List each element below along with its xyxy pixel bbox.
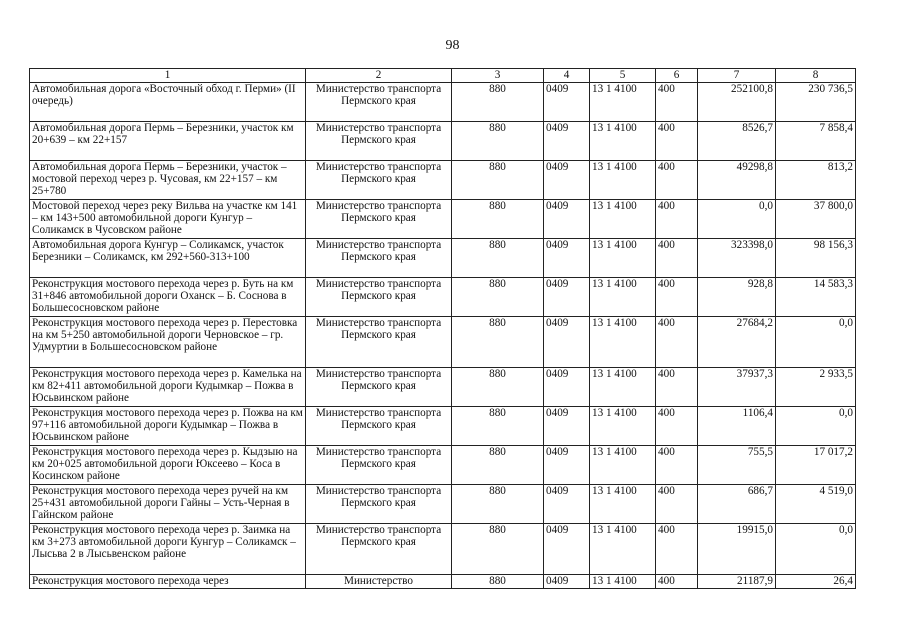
table-row bbox=[30, 122, 856, 161]
section-code-cell: 0409 bbox=[544, 368, 590, 407]
chapter-code-cell: 880 bbox=[452, 161, 544, 200]
column-header: 6 bbox=[656, 69, 698, 83]
section-code-cell: 0409 bbox=[544, 83, 590, 122]
chapter-code-cell: 880 bbox=[452, 485, 544, 524]
target-item-cell: 13 1 4100 bbox=[590, 524, 656, 575]
amount-col8-cell: 4 519,0 bbox=[776, 485, 856, 524]
organization-cell: Министерство транспорта Пермского края bbox=[306, 524, 452, 575]
table-row bbox=[30, 446, 856, 485]
organization-cell: Министерство транспорта Пермского края bbox=[306, 485, 452, 524]
organization-cell: Министерство транспорта Пермского края bbox=[306, 446, 452, 485]
amount-col7-cell: 27684,2 bbox=[698, 317, 776, 368]
object-name-cell: Реконструкция мостового перехода через ручей на км 25+431 автомобильной дороги Гайны – Усть-Черная в Гайнском районе bbox=[30, 485, 306, 524]
object-name-cell: Автомобильная дорога Пермь – Березники, участок км 20+639 – км 22+157 bbox=[30, 122, 306, 161]
target-item-cell: 13 1 4100 bbox=[590, 200, 656, 239]
amount-col8-cell: 2 933,5 bbox=[776, 368, 856, 407]
amount-col8-cell: 813,2 bbox=[776, 161, 856, 200]
organization-cell: Министерство транспорта Пермского края bbox=[306, 239, 452, 278]
section-code-cell: 0409 bbox=[544, 317, 590, 368]
expense-type-cell: 400 bbox=[656, 317, 698, 368]
amount-col8-cell: 0,0 bbox=[776, 317, 856, 368]
table-row bbox=[30, 317, 856, 368]
chapter-code-cell: 880 bbox=[452, 575, 544, 589]
target-item-cell: 13 1 4100 bbox=[590, 485, 656, 524]
column-header: 5 bbox=[590, 69, 656, 83]
amount-col8-cell: 17 017,2 bbox=[776, 446, 856, 485]
amount-col7-cell: 0,0 bbox=[698, 200, 776, 239]
table-row bbox=[30, 83, 856, 122]
amount-col7-cell: 19915,0 bbox=[698, 524, 776, 575]
table-row bbox=[30, 368, 856, 407]
table-row bbox=[30, 239, 856, 278]
organization-cell: Министерство bbox=[306, 575, 452, 589]
section-code-cell: 0409 bbox=[544, 524, 590, 575]
section-code-cell: 0409 bbox=[544, 122, 590, 161]
amount-col7-cell: 928,8 bbox=[698, 278, 776, 317]
target-item-cell: 13 1 4100 bbox=[590, 278, 656, 317]
section-code-cell: 0409 bbox=[544, 407, 590, 446]
column-header: 1 bbox=[30, 69, 306, 83]
chapter-code-cell: 880 bbox=[452, 278, 544, 317]
section-code-cell: 0409 bbox=[544, 200, 590, 239]
organization-cell: Министерство транспорта Пермского края bbox=[306, 161, 452, 200]
target-item-cell: 13 1 4100 bbox=[590, 161, 656, 200]
object-name-cell: Реконструкция мостового перехода через р. Камелька на км 82+411 автомобильной дороги Кудымкар – Пожва в Юсьвинском районе bbox=[30, 368, 306, 407]
amount-col8-cell: 0,0 bbox=[776, 407, 856, 446]
section-code-cell: 0409 bbox=[544, 239, 590, 278]
section-code-cell: 0409 bbox=[544, 161, 590, 200]
amount-col7-cell: 37937,3 bbox=[698, 368, 776, 407]
amount-col7-cell: 755,5 bbox=[698, 446, 776, 485]
chapter-code-cell: 880 bbox=[452, 407, 544, 446]
page-number: 98 bbox=[445, 38, 460, 53]
amount-col8-cell: 14 583,3 bbox=[776, 278, 856, 317]
expense-type-cell: 400 bbox=[656, 161, 698, 200]
organization-cell: Министерство транспорта Пермского края bbox=[306, 122, 452, 161]
expense-type-cell: 400 bbox=[656, 446, 698, 485]
column-header: 3 bbox=[452, 69, 544, 83]
object-name-cell: Реконструкция мостового перехода через р. Перестовка на км 5+250 автомобильной дороги Черновское – гр. Удмуртии в Большесосновском районе bbox=[30, 317, 306, 368]
table-row bbox=[30, 278, 856, 317]
object-name-cell: Автомобильная дорога «Восточный обход г. Перми» (II очередь) bbox=[30, 83, 306, 122]
table-body bbox=[30, 83, 856, 589]
chapter-code-cell: 880 bbox=[452, 368, 544, 407]
object-name-cell: Реконструкция мостового перехода через bbox=[30, 575, 306, 589]
expense-type-cell: 400 bbox=[656, 83, 698, 122]
amount-col7-cell: 1106,4 bbox=[698, 407, 776, 446]
expense-type-cell: 400 bbox=[656, 122, 698, 161]
target-item-cell: 13 1 4100 bbox=[590, 575, 656, 589]
object-name-cell: Реконструкция мостового перехода через р. Пожва на км 97+116 автомобильной дороги Кудымкар – Пожва в Юсьвинском районе bbox=[30, 407, 306, 446]
organization-cell: Министерство транспорта Пермского края bbox=[306, 407, 452, 446]
organization-cell: Министерство транспорта Пермского края bbox=[306, 83, 452, 122]
table-row bbox=[30, 575, 856, 589]
chapter-code-cell: 880 bbox=[452, 83, 544, 122]
target-item-cell: 13 1 4100 bbox=[590, 239, 656, 278]
object-name-cell: Мостовой переход через реку Вильва на участке км 141 – км 143+500 автомобильной дороги Кунгур – Соликамск в Чусовском районе bbox=[30, 200, 306, 239]
organization-cell: Министерство транспорта Пермского края bbox=[306, 278, 452, 317]
table-row bbox=[30, 161, 856, 200]
target-item-cell: 13 1 4100 bbox=[590, 122, 656, 161]
section-code-cell: 0409 bbox=[544, 575, 590, 589]
section-code-cell: 0409 bbox=[544, 485, 590, 524]
chapter-code-cell: 880 bbox=[452, 200, 544, 239]
expense-type-cell: 400 bbox=[656, 278, 698, 317]
object-name-cell: Реконструкция мостового перехода через р. Буть на км 31+846 автомобильной дороги Оханск – Б. Соснова в Большесосновском районе bbox=[30, 278, 306, 317]
chapter-code-cell: 880 bbox=[452, 446, 544, 485]
target-item-cell: 13 1 4100 bbox=[590, 446, 656, 485]
amount-col7-cell: 21187,9 bbox=[698, 575, 776, 589]
expense-type-cell: 400 bbox=[656, 524, 698, 575]
section-code-cell: 0409 bbox=[544, 278, 590, 317]
amount-col8-cell: 98 156,3 bbox=[776, 239, 856, 278]
table-row bbox=[30, 485, 856, 524]
expense-type-cell: 400 bbox=[656, 200, 698, 239]
object-name-cell: Автомобильная дорога Кунгур – Соликамск, участок Березники – Соликамск, км 292+560-313+100 bbox=[30, 239, 306, 278]
expense-type-cell: 400 bbox=[656, 239, 698, 278]
table-row bbox=[30, 200, 856, 239]
expense-type-cell: 400 bbox=[656, 368, 698, 407]
target-item-cell: 13 1 4100 bbox=[590, 317, 656, 368]
amount-col7-cell: 323398,0 bbox=[698, 239, 776, 278]
budget-table bbox=[29, 68, 856, 589]
column-header: 8 bbox=[776, 69, 856, 83]
organization-cell: Министерство транспорта Пермского края bbox=[306, 317, 452, 368]
amount-col7-cell: 8526,7 bbox=[698, 122, 776, 161]
organization-cell: Министерство транспорта Пермского края bbox=[306, 368, 452, 407]
chapter-code-cell: 880 bbox=[452, 317, 544, 368]
amount-col8-cell: 230 736,5 bbox=[776, 83, 856, 122]
section-code-cell: 0409 bbox=[544, 446, 590, 485]
chapter-code-cell: 880 bbox=[452, 122, 544, 161]
column-header: 4 bbox=[544, 69, 590, 83]
column-header: 2 bbox=[306, 69, 452, 83]
chapter-code-cell: 880 bbox=[452, 524, 544, 575]
amount-col8-cell: 0,0 bbox=[776, 524, 856, 575]
organization-cell: Министерство транспорта Пермского края bbox=[306, 200, 452, 239]
column-header: 7 bbox=[698, 69, 776, 83]
object-name-cell: Реконструкция мостового перехода через р. Кыдзыю на км 20+025 автомобильной дороги Юксеево – Коса в Косинском районе bbox=[30, 446, 306, 485]
expense-type-cell: 400 bbox=[656, 407, 698, 446]
target-item-cell: 13 1 4100 bbox=[590, 407, 656, 446]
chapter-code-cell: 880 bbox=[452, 239, 544, 278]
expense-type-cell: 400 bbox=[656, 485, 698, 524]
amount-col8-cell: 26,4 bbox=[776, 575, 856, 589]
target-item-cell: 13 1 4100 bbox=[590, 368, 656, 407]
object-name-cell: Автомобильная дорога Пермь – Березники, участок – мостовой переход через р. Чусовая, км 22+157 – км 25+780 bbox=[30, 161, 306, 200]
amount-col7-cell: 49298,8 bbox=[698, 161, 776, 200]
object-name-cell: Реконструкция мостового перехода через р. Заимка на км 3+273 автомобильной дороги Кунгур – Соликамск – Лысьва 2 в Лысьвенском районе bbox=[30, 524, 306, 575]
target-item-cell: 13 1 4100 bbox=[590, 83, 656, 122]
amount-col8-cell: 37 800,0 bbox=[776, 200, 856, 239]
table-row bbox=[30, 407, 856, 446]
amount-col8-cell: 7 858,4 bbox=[776, 122, 856, 161]
header-row bbox=[30, 69, 856, 83]
table-row bbox=[30, 524, 856, 575]
expense-type-cell: 400 bbox=[656, 575, 698, 589]
amount-col7-cell: 252100,8 bbox=[698, 83, 776, 122]
amount-col7-cell: 686,7 bbox=[698, 485, 776, 524]
